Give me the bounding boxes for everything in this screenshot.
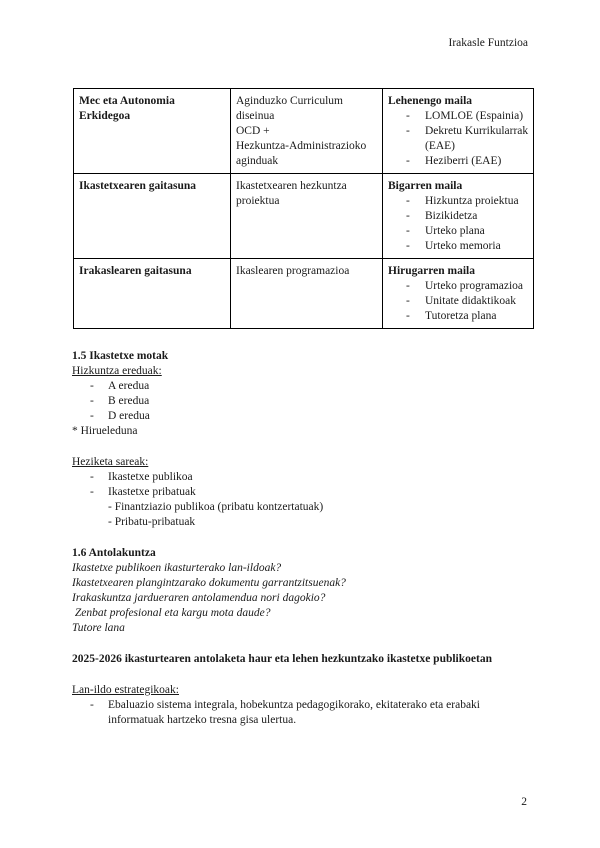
design-line: OCD +: [236, 125, 270, 137]
section-heading-2025: 2025-2026 ikasturtearen antolaketa haur eta lehen hezkuntzako ikastetxe publikoetan: [72, 653, 492, 665]
competence-cell: Irakaslearen gaitasuna: [74, 259, 231, 329]
trilingual-item: [72, 424, 532, 439]
list-item: - Heziberri (EAE): [388, 154, 529, 169]
level-cell: [383, 259, 534, 329]
design-cell: [231, 89, 383, 174]
list-item: - Ebaluazio sistema integrala, hobekuntza pedagogikorako, ekitaterako eta erabaki informatuak hartzeko tresna gisa ulertua.: [72, 698, 532, 728]
level-cell: [383, 89, 534, 174]
design-cell: [231, 174, 383, 259]
networks-label: Heziketa sareak:: [72, 456, 149, 468]
list-item: - Ikastetxe pribatuak: [72, 485, 532, 500]
level-title: Hirugarren maila: [388, 265, 475, 277]
list-item: - LOMLOE (Espainia): [388, 109, 529, 124]
design-cell: [231, 259, 383, 329]
language-models-list: [72, 379, 532, 424]
star-bullet-icon: *: [72, 425, 78, 437]
design-line: Ikaslearen programazioa: [236, 265, 350, 277]
list-item: - Bizikidetza: [388, 209, 529, 224]
list-item: - Urteko programazioa: [388, 279, 529, 294]
design-line: Aginduzko Curriculum diseinua: [236, 95, 343, 122]
question-line: Zenbat profesional eta kargu mota daude?: [72, 607, 271, 619]
question-line: Ikastetxearen plangintzarako dokumentu garrantzitsuenak?: [72, 577, 346, 589]
level-cell: [383, 174, 534, 259]
table-row: [74, 89, 534, 174]
page-number: 2: [521, 796, 527, 808]
level-title: Bigarren maila: [388, 180, 463, 192]
trilingual-label: Hirueleduna: [80, 425, 138, 437]
design-line: Hezkuntza-Administrazioko aginduak: [236, 140, 367, 167]
question-line: Tutore lana: [72, 622, 125, 634]
competence-cell: Ikastetxearen gaitasuna: [74, 174, 231, 259]
table-row: [74, 174, 534, 259]
list-item: - Urteko plana: [388, 224, 529, 239]
strategic-lines-label: Lan-ildo estrategikoak:: [72, 684, 179, 696]
competence-cell: Mec eta Autonomia Erkidegoa: [74, 89, 231, 174]
level-title: Lehenengo maila: [388, 95, 473, 107]
private-subtype: - Pribatu-pribatuak: [108, 516, 196, 528]
list-item: - Dekretu Kurrikularrak (EAE): [388, 124, 529, 154]
question-line: Irakaskuntza jardueraren antolamendua nori dagokio?: [72, 592, 326, 604]
question-line: Ikastetxe publikoen ikasturterako lan-ildoak?: [72, 562, 282, 574]
section-heading-1-5: 1.5 Ikastetxe motak: [72, 350, 169, 362]
networks-list: [72, 470, 532, 500]
list-item: - Tutoretza plana: [388, 309, 529, 324]
list-item: - A eredua: [72, 379, 532, 394]
private-subtype: - Finantziazio publikoa (pribatu kontzertatuak): [108, 501, 324, 513]
design-line: Ikastetxearen hezkuntza proiektua: [236, 180, 347, 207]
document-body: [72, 349, 532, 728]
list-item: - B eredua: [72, 394, 532, 409]
language-models-label: Hizkuntza ereduak:: [72, 365, 162, 377]
list-item: - D eredua: [72, 409, 532, 424]
section-heading-1-6: 1.6 Antolakuntza: [72, 547, 156, 559]
list-item: - Ikastetxe publikoa: [72, 470, 532, 485]
level-list: [388, 279, 529, 324]
table-row: [74, 259, 534, 329]
list-item: - Hizkuntza proiektua: [388, 194, 529, 209]
level-list: [388, 109, 529, 169]
list-item: - Unitate didaktikoak: [388, 294, 529, 309]
page-header-title: Irakasle Funtzioa: [448, 37, 528, 49]
list-item: - Urteko memoria: [388, 239, 529, 254]
curriculum-levels-table: [73, 88, 534, 329]
level-list: [388, 194, 529, 254]
strategic-lines-list: [72, 698, 532, 728]
